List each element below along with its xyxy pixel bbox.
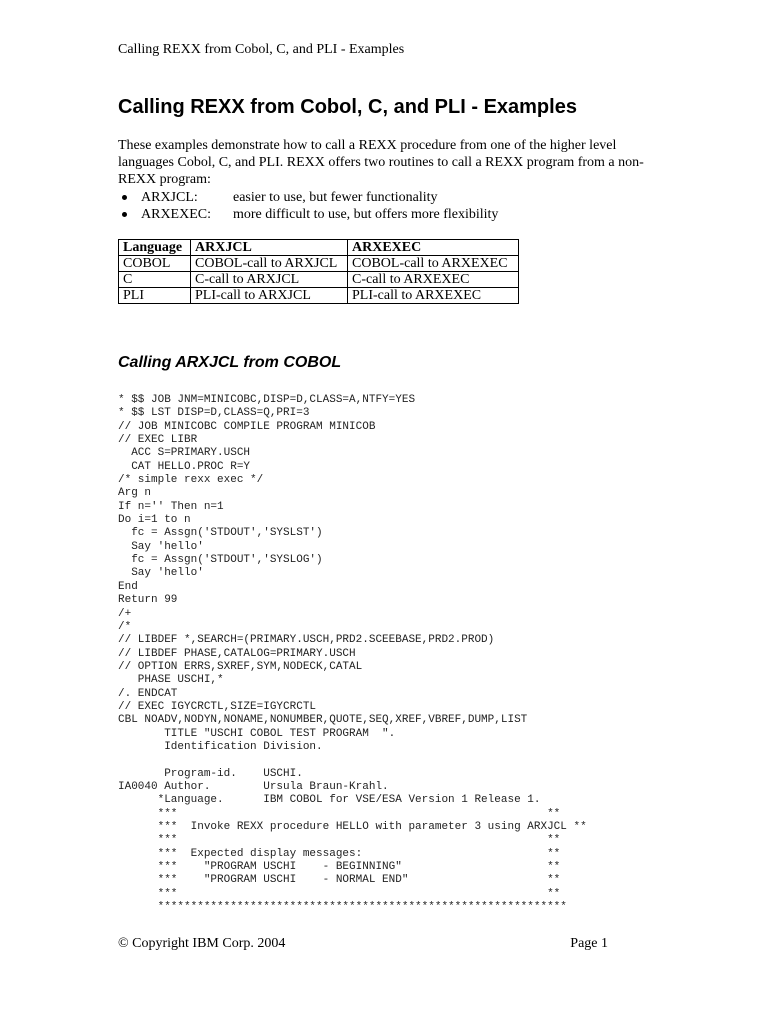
table-row: [119, 288, 519, 304]
header-language: Language: [119, 240, 191, 256]
table-header-row: [119, 240, 519, 256]
language-table: [118, 239, 519, 304]
bullet-arxexec: [118, 206, 498, 223]
bullet-arxjcl: [118, 189, 498, 206]
code-line: // JOB MINICOBC COMPILE PROGRAM MINICOB: [118, 420, 376, 433]
header-arxjcl: ARXJCL: [191, 240, 348, 256]
code-line: *** **: [118, 887, 561, 900]
routine-bullet-list: [118, 189, 498, 223]
running-header: Calling REXX from Cobol, C, and PLI - Examples: [118, 42, 405, 57]
code-line: Return 99: [118, 594, 178, 607]
code-line: PHASE USCHI,*: [118, 674, 224, 687]
code-line: // OPTION ERRS,SXREF,SYM,NODECK,CATAL: [118, 660, 363, 673]
code-line: /. ENDCAT: [118, 687, 178, 700]
code-line: /*: [118, 620, 132, 633]
cell-arxexec-link[interactable]: PLI-call to ARXEXEC: [348, 288, 519, 304]
cell-language: PLI: [119, 288, 191, 304]
code-line: /* simple rexx exec */: [118, 474, 264, 487]
cell-arxjcl-link[interactable]: PLI-call to ARXJCL: [191, 288, 348, 304]
table-row: [119, 256, 519, 272]
code-line: Say 'hello': [118, 540, 204, 553]
code-line: IA0040 Author. Ursula Braun-Krahl.: [118, 780, 389, 793]
section-title: Calling ARXJCL from COBOL: [118, 354, 342, 371]
code-line: /+: [118, 607, 132, 620]
code-line: ACC S=PRIMARY.USCH: [118, 447, 251, 460]
code-line: * $$ JOB JNM=MINICOBC,DISP=D,CLASS=A,NTFY=YES: [118, 394, 416, 406]
cell-language: C: [119, 272, 191, 288]
code-line: // EXEC IGYCRCTL,SIZE=IGYCRCTL: [118, 700, 317, 713]
code-line: CAT HELLO.PROC R=Y: [118, 460, 251, 473]
table-row: [119, 272, 519, 288]
cell-arxexec-link[interactable]: COBOL-call to ARXEXEC: [348, 256, 519, 272]
code-line: *** **: [118, 807, 561, 820]
code-line: fc = Assgn('STDOUT','SYSLOG'): [118, 554, 323, 567]
code-line: Identification Division.: [118, 740, 323, 753]
code-line: Arg n: [118, 487, 152, 500]
cell-language: COBOL: [119, 256, 191, 272]
code-line: Say 'hello': [118, 567, 204, 580]
document-title: Calling REXX from Cobol, C, and PLI - Examples: [118, 96, 577, 118]
code-line: End: [118, 580, 138, 593]
intro-paragraph: These examples demonstrate how to call a REXX procedure from one of the higher level languages Cobol, C, and PLI. REXX offers two routines to call a REXX program from a non-REXX program:: [118, 138, 644, 187]
bullet-term: ARXEXEC:: [141, 207, 211, 222]
code-line: *** Expected display messages: **: [118, 847, 561, 860]
code-line: Do i=1 to n: [118, 514, 191, 527]
code-line: Program-id. USCHI.: [118, 767, 303, 780]
bullet-description: easier to use, but fewer functionality: [233, 190, 438, 205]
code-line: // LIBDEF *,SEARCH=(PRIMARY.USCH,PRD2.SCEEBASE,PRD2.PROD): [118, 634, 495, 647]
cell-arxjcl-link[interactable]: C-call to ARXJCL: [191, 272, 348, 288]
footer-copyright: © Copyright IBM Corp. 2004: [118, 936, 286, 951]
code-line: // LIBDEF PHASE,CATALOG=PRIMARY.USCH: [118, 647, 356, 660]
code-line: *** "PROGRAM USCHI - NORMAL END" **: [118, 874, 561, 887]
code-line: *** "PROGRAM USCHI - BEGINNING" **: [118, 861, 561, 874]
header-arxexec: ARXEXEC: [348, 240, 519, 256]
code-listing: [118, 394, 587, 914]
code-line: *** **: [118, 834, 561, 847]
footer-page-number: Page 1: [570, 936, 608, 951]
code-line: If n='' Then n=1: [118, 500, 224, 513]
code-line: [118, 754, 587, 767]
code-line: // EXEC LIBR: [118, 434, 198, 447]
cell-arxexec-link[interactable]: C-call to ARXEXEC: [348, 272, 519, 288]
code-line: CBL NOADV,NODYN,NONAME,NONUMBER,QUOTE,SEQ,XREF,VBREF,DUMP,LIST: [118, 714, 528, 727]
code-line: *** Invoke REXX procedure HELLO with parameter 3 using ARXJCL **: [118, 821, 587, 833]
bullet-description: more difficult to use, but offers more flexibility: [233, 207, 499, 222]
code-line: * $$ LST DISP=D,CLASS=Q,PRI=3: [118, 407, 310, 420]
code-line: *Language. IBM COBOL for VSE/ESA Version 1 Release 1.: [118, 794, 541, 807]
code-line: TITLE "USCHI COBOL TEST PROGRAM ".: [118, 727, 396, 740]
code-line: fc = Assgn('STDOUT','SYSLST'): [118, 527, 323, 540]
cell-arxjcl-link[interactable]: COBOL-call to ARXJCL: [191, 256, 348, 272]
bullet-term: ARXJCL:: [141, 190, 198, 205]
code-line: **************************************************************: [118, 901, 567, 914]
